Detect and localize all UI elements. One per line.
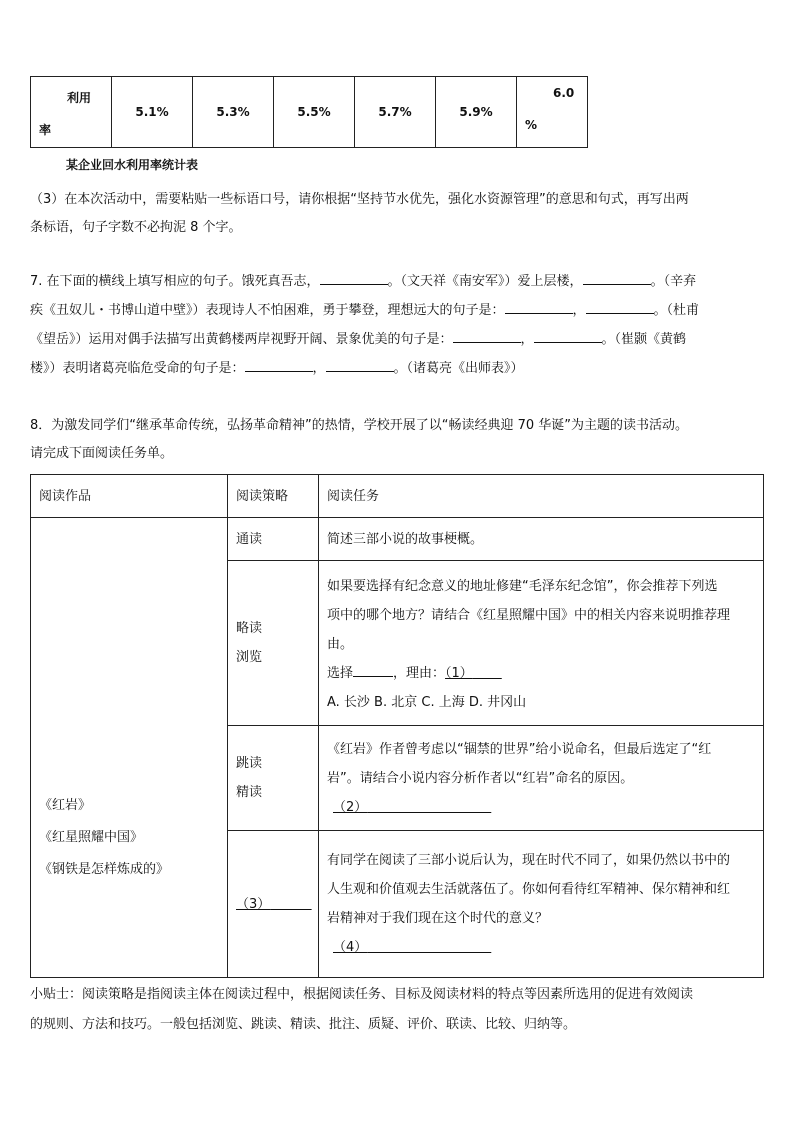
last-value-line1: 6.0 [553,86,575,100]
strategy-text [228,749,318,807]
last-value-cell [517,77,588,148]
works-list [31,610,227,886]
q7-text: 。（杜甫 [653,303,700,318]
work-title: 《红星照耀中国》 [39,829,144,845]
answer-blank[interactable] [326,357,394,372]
task-cell [319,518,764,561]
work-title: 《红岩》 [39,797,92,813]
blank-label: （3） [236,896,271,912]
q7-text: 楼》）表明诸葛亮临危受命的句子是： [30,361,245,376]
blank-label: （4） [333,940,368,955]
row-label-line2: 率 [39,123,52,137]
answer-blank-2[interactable] [327,793,763,822]
task-cell [319,726,764,831]
question-8 [30,412,770,468]
header-cell [319,475,764,518]
q7-text: ， [520,332,534,347]
answer-blank-3[interactable] [228,890,318,919]
value-cell: 5.9% [436,77,517,148]
tip-line1: 小贴士：阅读策略是指阅读主体在阅读过程中，根据阅读任务、目标及阅读材料的特点等因素所选用的促进有效阅读 [30,987,694,1002]
header-cell [228,475,319,518]
q7-text: ， [572,303,586,318]
q8-line2: 请完成下面阅读任务单。 [30,446,174,461]
q7-text: 7. 在下面的横线上填写相应的句子。饿死真吾志， [30,274,320,289]
header-task: 阅读任务 [327,488,380,504]
answer-blank-1[interactable] [445,666,502,681]
blank-label: （1） [445,665,473,681]
choose-line [327,659,763,688]
q7-text: 。（文天祥《南安军》）爱上层楼， [387,274,583,289]
task-text: 简述三部小说的故事梗概。 [327,531,484,547]
question-6-3 [30,186,770,242]
works-cell [31,518,228,978]
strategy-line: 浏览 [236,650,263,665]
strategy-cell [228,518,319,561]
tip-line2: 的规则、方法和技巧。一般包括浏览、跳读、精读、批注、质疑、评价、联读、比较、归纳等。 [30,1017,577,1032]
q8-line1: 8．为激发同学们“继承革命传统，弘扬革命精神”的热情，学校开展了以“畅读经典迎 70 华诞”为主题的读书活动。 [30,418,689,433]
strategy-cell [228,831,319,978]
task-line: 岩”。请结合小说内容分析作者以“红岩”命名的原因。 [327,770,634,786]
question-7 [30,267,770,383]
q7-line1 [30,267,770,296]
q6-line1: （3）在本次活动中，需要粘贴一些标语口号，请你根据“坚持节水优先，强化水资源管理”的意思和句式，再写出两 [30,192,689,207]
task-text [319,570,763,717]
answer-blank[interactable] [453,328,521,343]
task-line: 有同学在阅读了三部小说后认为，现在时代不同了，如果仍然以书中的 [327,853,731,868]
q7-text: 疾《丑奴儿・书博山道中壁》）表现诗人不怕困难，勇于攀登，理想远大的句子是： [30,303,505,318]
answer-blank[interactable] [586,299,654,314]
strategy-text [228,614,318,672]
q7-text: 。（辛弃 [650,274,697,289]
table-row [31,77,588,148]
strategy-cell [228,561,319,726]
task-cell [319,831,764,978]
task-text [319,735,763,822]
strategy-cell [228,726,319,831]
answer-blank[interactable] [583,270,651,285]
value-cell: 5.3% [193,77,274,148]
task-line: 岩精神对于我们现在这个时代的意义？ [327,911,549,926]
table-header-row [31,475,764,518]
choose-label: 选择 [327,665,354,681]
q7-text: 。（诸葛亮《出师表》） [393,361,524,376]
choice-blank[interactable] [353,662,393,677]
q7-line3 [30,325,770,354]
answer-blank-4[interactable] [327,933,763,962]
task-text [319,846,763,962]
task-line: 如果要选择有纪念意义的地址修建“毛泽东纪念馆”，你会推荐下列选 [327,578,718,594]
reason-label: ，理由： [393,665,446,681]
last-value-line2: % [525,118,538,132]
header-cell [31,475,228,518]
answer-blank[interactable] [245,357,313,372]
strategy-line: 精读 [236,785,263,800]
blank-label: （2） [333,799,368,815]
work-title: 《钢铁是怎样炼成的》 [39,861,170,877]
task-line: 项中的哪个地方？请结合《红星照耀中国》中的相关内容来说明推荐理 [327,607,731,623]
answer-blank[interactable] [505,299,573,314]
answer-blank[interactable] [320,270,388,285]
tip-paragraph [30,980,770,1040]
strategy-text: 通读 [236,531,263,547]
task-line: 人生观和价值观去生活就落伍了。你如何看待红军精神、保尔精神和红 [327,882,731,897]
value-cell: 5.1% [112,77,193,148]
options-line: A. 长沙 B. 北京 C. 上海 D. 井冈山 [327,694,527,710]
header-works: 阅读作品 [39,488,92,504]
row-label-cell [31,77,112,148]
reading-task-table [30,474,764,978]
q7-text: ， [312,361,326,376]
answer-blank[interactable] [534,328,602,343]
task-line: 由。 [327,636,354,652]
table-caption: 某企业回水利用率统计表 [66,158,199,172]
row-label-line1: 利用 [67,91,92,105]
task-cell [319,561,764,726]
q7-text: 《望岳》）运用对偶手法描写出黄鹤楼两岸视野开阔、景象优美的句子是： [30,332,453,347]
q6-line2: 条标语，句子字数不必拘泥 8 个字。 [30,220,242,235]
strategy-line: 略读 [236,621,263,636]
q7-line2 [30,296,770,325]
table-row [31,518,764,561]
strategy-line: 跳读 [236,756,263,771]
header-strategy: 阅读策略 [236,488,289,504]
task-line: 《红岩》作者曾考虑以“锢禁的世界”给小说命名，但最后选定了“红 [327,741,712,757]
value-cell: 5.5% [274,77,355,148]
q7-text: 。（崔颢《黄鹤 [601,332,687,347]
q7-line4 [30,354,770,383]
value-cell: 5.7% [355,77,436,148]
water-reuse-table [30,76,588,148]
